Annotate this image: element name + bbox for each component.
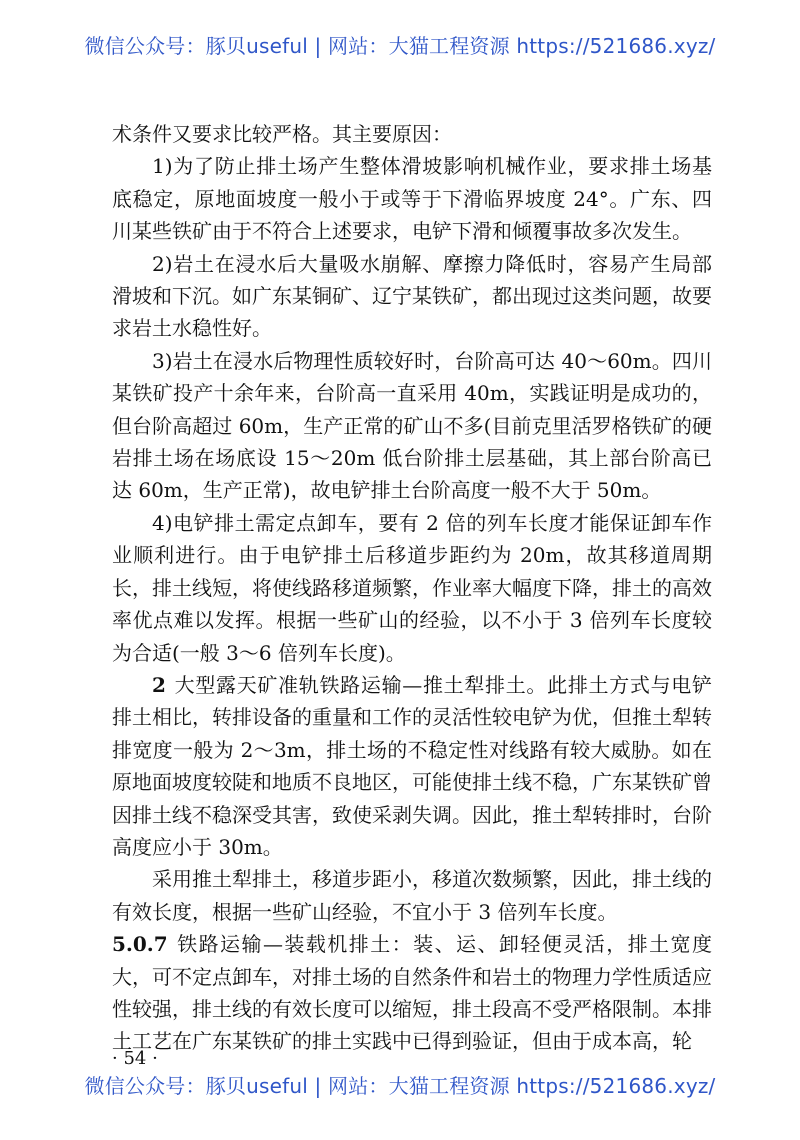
paragraph-item-3: 3)岩土在浸水后物理性质较好时，台阶高可达 40～60m。四川某铁矿投产十余年来，台阶高一直采用 40m，实践证明是成功的，但台阶高超过 60m，生产正常的矿山不多(目前克里活罗格铁矿的硬岩排土场在场底设 15～20m 低台阶排土层基础，其上部台阶高已达 60m，生产正常)，故电铲排土台阶高度一般不大于 50m。 xyxy=(112,348,712,503)
paragraph-push-plow: 采用推土犁排土，移道步距小，移道次数频繁，因此，排土线的有效长度，根据一些矿山经验，不宜小于 3 倍列车长度。 xyxy=(112,867,712,924)
document-page xyxy=(112,118,712,1058)
section-2-text: 大型露天矿准轨铁路运输—推土犁排土。此排土方式与电铲排土相比，转排设备的重量和工作的灵活性较电铲为优，但推土犁转排宽度一般为 2～3m，排土场的不稳定性对线路有较大威胁。如在原地面坡度较陡和地质不良地区，可能使排土线不稳，广东某铁矿曾因排土线不稳深受其害，致使采剥失调。因此，推土犁转排时，台阶高度应小于 30m。 xyxy=(112,672,712,859)
paragraph-intro: 术条件又要求比较严格。其主要原因： xyxy=(112,122,452,146)
watermark-top: 微信公众号：豚贝useful | 网站：大猫工程资源 https://521686.xyz/ xyxy=(84,34,716,58)
watermark-bottom: 微信公众号：豚贝useful | 网站：大猫工程资源 https://521686.xyz/ xyxy=(84,1074,716,1098)
paragraph-item-4: 4)电铲排土需定点卸车，要有 2 倍的列车长度才能保证卸车作业顺利进行。由于电铲排土后移道步距约为 20m，故其移道周期长，排土线短，将使线路移道频繁，作业率大幅度下降，排土的高效率优点难以发挥。根据一些矿山的经验，以不小于 3 倍列车长度较为合适(一般 3～6 倍列车长度)。 xyxy=(112,510,712,665)
paragraph-item-1: 1)为了防止排土场产生整体滑坡影响机械作业，要求排土场基底稳定，原地面坡度一般小于或等于下滑临界坡度 24°。广东、四川某些铁矿由于不符合上述要求，电铲下滑和倾覆事故多次发生。 xyxy=(112,154,712,244)
page-number: · 54 · xyxy=(112,1048,158,1069)
paragraph-item-2: 2)岩土在浸水后大量吸水崩解、摩擦力降低时，容易产生局部滑坡和下沉。如广东某铜矿、辽宁某铁矿，都出现过这类问题，故要求岩土水稳性好。 xyxy=(112,251,712,341)
clause-text: 铁路运输—装载机排土：装、运、卸轻便灵活，排土宽度大，可不定点卸车，对排土场的自然条件和岩土的物理力学性质适应性较强，排土线的有效长度可以缩短，排土段高不受严格限制。本排土工艺在广东某铁矿的排土实践中已得到验证，但由于成本高，轮 xyxy=(112,932,712,1054)
section-number: 2 xyxy=(152,672,166,697)
paragraph-clause-5-0-7 xyxy=(112,928,712,1058)
paragraph-section-2 xyxy=(112,669,712,863)
clause-number: 5.0.7 xyxy=(112,932,168,957)
